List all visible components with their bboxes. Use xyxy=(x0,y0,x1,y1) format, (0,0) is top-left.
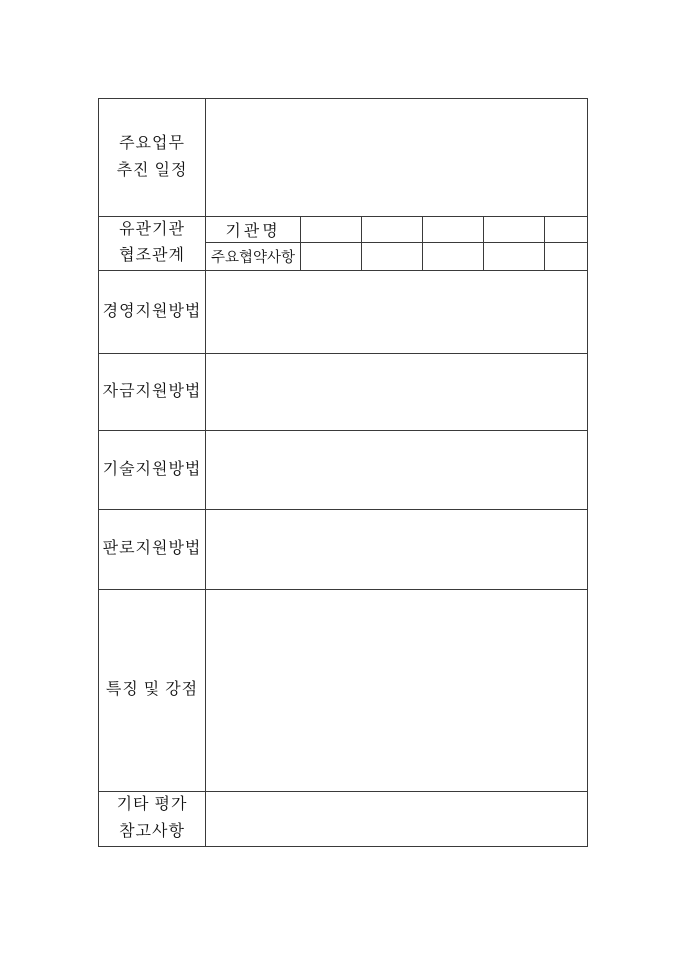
agreement-cell-5 xyxy=(545,243,588,270)
strengths-row xyxy=(99,589,588,791)
schedule-label-cell xyxy=(99,99,206,217)
funding-support-value-cell xyxy=(206,353,588,430)
other-notes-row xyxy=(99,791,588,846)
org-name-cell-4 xyxy=(484,217,545,243)
cooperation-label-line2: 협조관계 xyxy=(119,247,185,265)
schedule-label-line1: 주요업무 xyxy=(119,135,185,153)
sales-support-row xyxy=(99,509,588,589)
technical-support-label-cell: 기술지원방법 xyxy=(99,430,206,509)
other-notes-label-cell xyxy=(99,791,206,846)
sales-support-label-cell: 판로지원방법 xyxy=(99,509,206,589)
schedule-value-cell xyxy=(206,99,588,217)
technical-support-row xyxy=(99,430,588,509)
agreement-header-cell: 주요협약사항 xyxy=(206,243,301,270)
evaluation-form-table xyxy=(98,98,588,847)
agreement-cell-4 xyxy=(484,243,545,270)
org-name-cell-5 xyxy=(545,217,588,243)
other-notes-value-cell xyxy=(206,791,588,846)
cooperation-label-line1: 유관기관 xyxy=(119,221,185,238)
cooperation-label-cell xyxy=(99,217,206,271)
cooperation-org-row xyxy=(99,217,588,243)
technical-support-value-cell xyxy=(206,430,588,509)
org-name-cell-2 xyxy=(362,217,423,243)
agreement-cell-3 xyxy=(423,243,484,270)
org-name-header-cell: 기관명 xyxy=(206,217,301,243)
funding-support-label-cell: 자금지원방법 xyxy=(99,353,206,430)
funding-support-row xyxy=(99,353,588,430)
org-name-cell-3 xyxy=(423,217,484,243)
agreement-cell-1 xyxy=(301,243,362,270)
other-notes-label-line1: 기타 평가 xyxy=(116,796,188,814)
strengths-label-cell: 특징 및 강점 xyxy=(99,589,206,791)
other-notes-label-line2: 참고사항 xyxy=(119,822,185,840)
management-support-row xyxy=(99,270,588,353)
management-support-value-cell xyxy=(206,270,588,353)
schedule-label-line2: 추진 일정 xyxy=(116,161,188,179)
management-support-label-cell: 경영지원방법 xyxy=(99,270,206,353)
sales-support-value-cell xyxy=(206,509,588,589)
schedule-row xyxy=(99,99,588,217)
agreement-cell-2 xyxy=(362,243,423,270)
strengths-value-cell xyxy=(206,589,588,791)
org-name-cell-1 xyxy=(301,217,362,243)
